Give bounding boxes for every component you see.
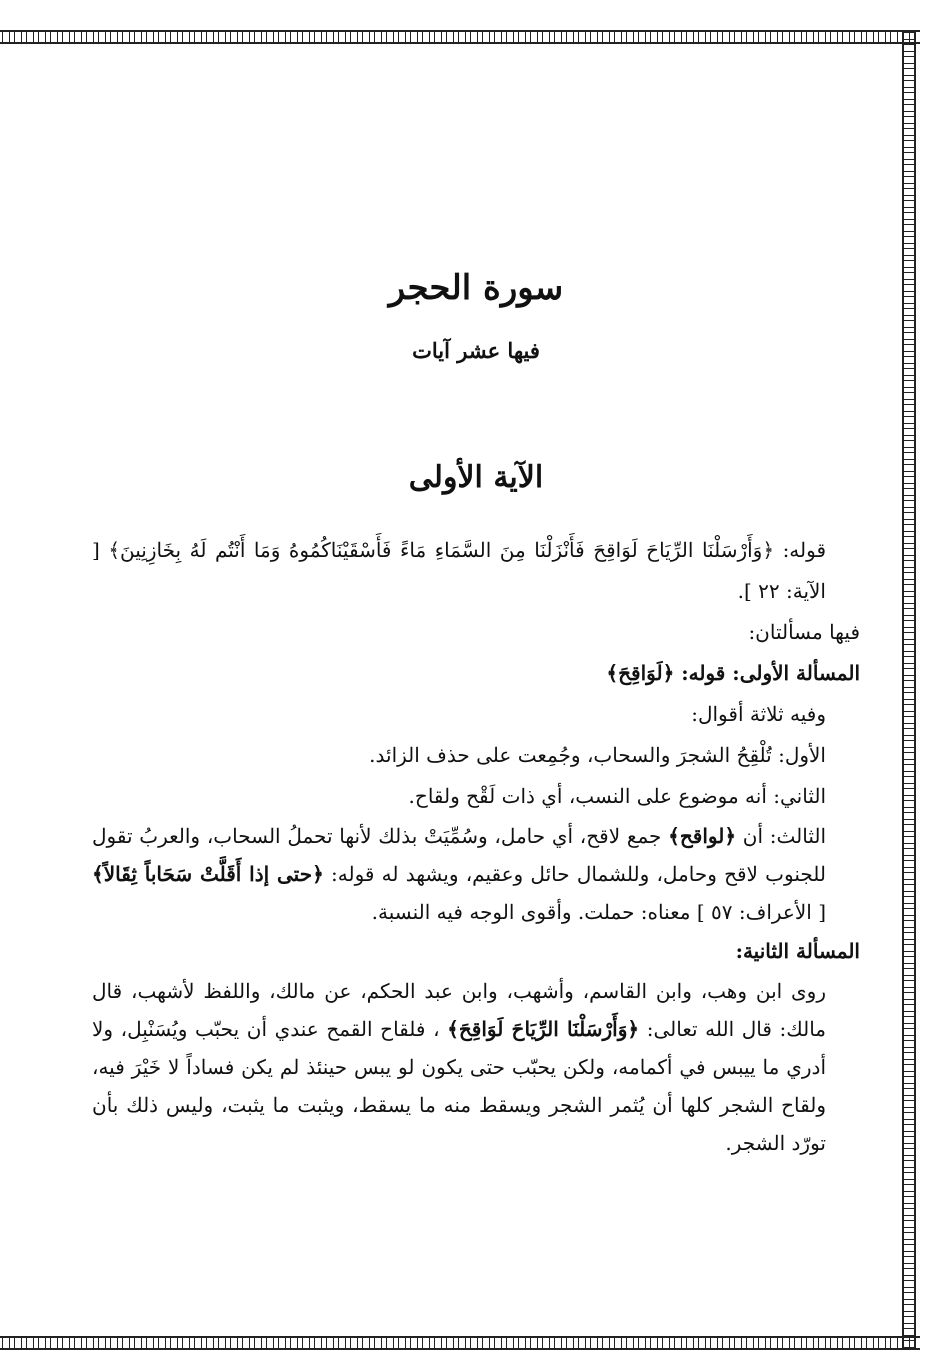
body-text <box>92 530 860 1162</box>
issue-one-quran: ﴿لَوَاقِحَ﴾ <box>606 661 675 685</box>
narration-quran: ﴿وَأَرْسَلْنَا الرِّيَاحَ لَوَاقِحَ﴾ <box>447 1017 640 1041</box>
paragraph-three-opinions: وفيه ثلاثة أقوال: <box>691 702 826 726</box>
third-opinion-end: [ الأعراف: ٥٧ ] معناه: حملت. وأقوى الوجه فيه النسبة. <box>371 900 826 924</box>
issue-two-heading: المسألة الثانية: <box>735 939 860 963</box>
ayah-heading: الآية الأولى <box>408 460 544 495</box>
verse-reference: [ الآية: ٢٢ ]. <box>92 538 826 603</box>
ornamental-border-right <box>902 30 916 1350</box>
issue-one-label: المسألة الأولى: قوله: <box>681 661 860 685</box>
third-opinion-start: الثالث: أن <box>742 824 827 848</box>
surah-subtitle: فيها عشر آيات <box>412 338 540 363</box>
narration-start: روى ابن وهب، وابن القاسم، وأشهب، وابن عبد الحكم، عن مالك، واللفظ لأشهب، قال مالك: قال الله تعالى: <box>92 979 827 1041</box>
paragraph-first-opinion: الأول: تُلْقِحُ الشجرَ والسحاب، وجُمِعت على حذف الزائد. <box>369 743 826 767</box>
page-content <box>92 0 860 1367</box>
verse-intro: قوله: <box>782 538 827 562</box>
third-opinion-quran-2: ﴿حتى إذا أَقَلَّتْ سَحَاباً ثِقَالاً﴾ <box>92 862 324 886</box>
surah-title: سورة الحجر <box>388 268 564 308</box>
issue-one-heading <box>92 653 860 694</box>
quran-verse: ﴿وَأَرْسَلْنَا الرِّيَاحَ لَوَاقِحَ فَأَنْزَلْنَا مِنَ السَّمَاءِ مَاءً فَأَسْقَيْنَاكُمُوهُ وَمَا أَنْتُم لَهُ بِخَازِنِينَ﴾ <box>108 538 775 562</box>
third-opinion-middle: جمع لاقح، أي حامل، وسُمِّيَتْ بذلك لأنها تحملُ السحاب، والعربُ تقول للجنوب لاقح وحامل، وللشمال حائل وعقيم، ويشهد له قوله: <box>92 824 826 886</box>
paragraph-third-opinion <box>92 817 860 931</box>
paragraph-verse <box>92 530 860 612</box>
narration-end: ، فلقاح القمح عندي أن يحبّب ويُسَنْبِل، ولا أدري ما ييبس في أكمامه، ولكن يحبّب حتى يكون لو يبس حينئذ لم يكن فساداً لا خَيْرَ فيه، ولقاح الشجر كلها أن يُثمر الشجر ويسقط منه ما يسقط، ويثبت ما يثبت، وليس ذلك بأن تورّد الشجر. <box>92 1017 826 1155</box>
paragraph-second-opinion: الثاني: أنه موضوع على النسب، أي ذات لَقْح ولقاح. <box>408 784 826 808</box>
paragraph-malik-narration <box>92 972 860 1162</box>
third-opinion-quran-1: ﴿لواقح﴾ <box>668 824 737 848</box>
paragraph-issues-count: فيها مسألتان: <box>748 620 860 644</box>
